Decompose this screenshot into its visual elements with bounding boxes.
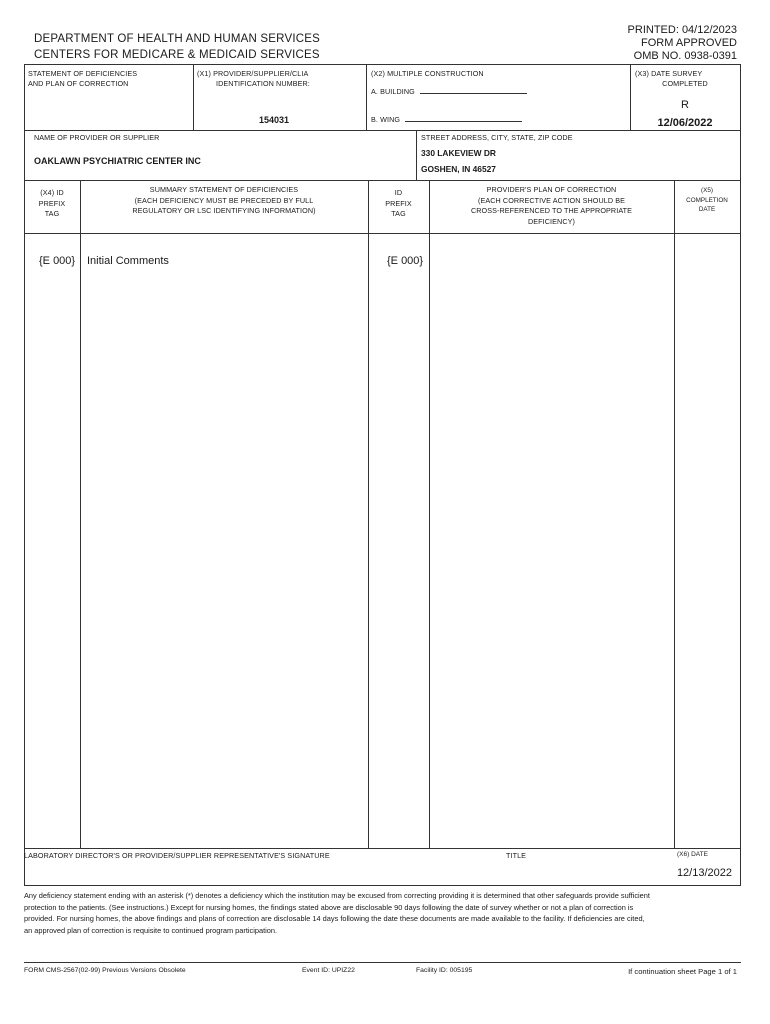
signature-date: 12/13/2022	[676, 867, 732, 879]
survey-code: R	[681, 99, 689, 111]
summary-header-line-1: SUMMARY STATEMENT OF DEFICIENCIES	[149, 185, 299, 194]
id-header-line-2: PREFIX	[385, 198, 412, 208]
id-header	[368, 188, 429, 219]
id-header-line-3: TAG	[391, 209, 406, 218]
x4-header-line-2: PREFIX	[38, 198, 66, 208]
centers-name: CENTERS FOR MEDICARE & MEDICAID SERVICES	[34, 49, 320, 61]
provider-plan-tag: {E 000}	[387, 255, 424, 267]
x5-header-line-1: (X5)	[701, 187, 713, 194]
x4-header-line-1: (X4) ID	[40, 188, 64, 197]
omb-number: OMB NO. 0938-0391	[633, 50, 737, 62]
disclaimer-text: Any deficiency statement ending with an asterisk (*) denotes a deficiency which the institution may be excused from correcting providing it is determined that other safeguards provide sufficient protection to the patients. (See instructions.) Except for nursing homes, the findings stated above are disclosable 90 days following the date of survey whether or not a plan of correction is provided. For nursing homes, the above findings and plans of correction are disclosable 14 days following the date these documents are made available to the facility. If deficiencies are cited, an approved plan of correction is requisite to continued program participation.	[24, 891, 650, 935]
plan-header-line-2: (EACH CORRECTIVE ACTION SHOULD BE	[477, 195, 626, 205]
id-header-line-1: ID	[394, 188, 403, 197]
initial-comments: Initial Comments	[87, 255, 169, 267]
plan-header-line-3: CROSS-REFERENCED TO THE APPROPRIATE	[470, 206, 633, 215]
title-label: TITLE	[506, 851, 527, 860]
wing-label: B. WING	[371, 115, 401, 124]
plan-header-line-4: DEFICIENCY)	[527, 216, 576, 226]
city-state-zip: GOSHEN, IN 46527	[421, 164, 496, 174]
summary-header-line-2: (EACH DEFICIENCY MUST BE PRECEDED BY FULL	[134, 195, 314, 205]
form-approved: FORM APPROVED	[641, 37, 737, 49]
x3-label-line-1: (X3) DATE SURVEY	[635, 69, 703, 78]
x4-header-line-3: TAG	[44, 209, 60, 218]
provider-name: OAKLAWN PSYCHIATRIC CENTER INC	[34, 156, 201, 166]
address-label: STREET ADDRESS, CITY, STATE, ZIP CODE	[421, 133, 573, 142]
facility-id: Facility ID: 005195	[416, 967, 473, 974]
page-number: If continuation sheet Page 1 of 1	[628, 967, 737, 976]
x5-header-line-2: COMPLETION	[686, 196, 728, 204]
x2-label: (X2) MULTIPLE CONSTRUCTION	[371, 69, 484, 78]
x4-header	[24, 188, 80, 219]
plan-header-line-1: PROVIDER'S PLAN OF CORRECTION	[486, 185, 617, 194]
printed-date: PRINTED: 04/12/2023	[627, 24, 737, 36]
street-address: 330 LAKEVIEW DR	[421, 148, 496, 158]
form-number: FORM CMS-2567(02-99) Previous Versions Obsolete	[24, 967, 186, 974]
statement-label-line-1: STATEMENT OF DEFICIENCIES	[28, 69, 138, 78]
signature-label: LABORATORY DIRECTOR'S OR PROVIDER/SUPPLIER REPRESENTATIVE'S SIGNATURE	[24, 851, 330, 860]
wing-blank	[405, 113, 522, 122]
x5-header-line-3: DATE	[698, 206, 716, 213]
survey-date: 12/06/2022	[657, 117, 713, 129]
plan-header	[429, 185, 674, 226]
x1-label-line-1: (X1) PROVIDER/SUPPLIER/CLIA	[197, 69, 309, 78]
x3-label-line-2: COMPLETED	[662, 79, 708, 88]
wing-field	[371, 113, 522, 125]
x1-label-line-2: IDENTIFICATION NUMBER:	[216, 79, 310, 88]
building-label: A. BUILDING	[371, 87, 415, 96]
building-field	[371, 85, 527, 97]
building-blank	[420, 85, 527, 94]
date-label: (X6) DATE	[677, 851, 708, 858]
deficiency-tag: {E 000}	[39, 255, 76, 267]
x5-header	[674, 187, 740, 215]
summary-header-line-3: REGULATORY OR LSC IDENTIFYING INFORMATION)	[132, 206, 316, 215]
provider-id-number: 154031	[259, 115, 290, 125]
statement-label-line-2: AND PLAN OF CORRECTION	[28, 79, 129, 88]
provider-name-label: NAME OF PROVIDER OR SUPPLIER	[34, 133, 160, 142]
department-name: DEPARTMENT OF HEALTH AND HUMAN SERVICES	[34, 33, 320, 45]
event-id: Event ID: UPIZ22	[302, 967, 355, 974]
summary-header	[80, 185, 368, 216]
